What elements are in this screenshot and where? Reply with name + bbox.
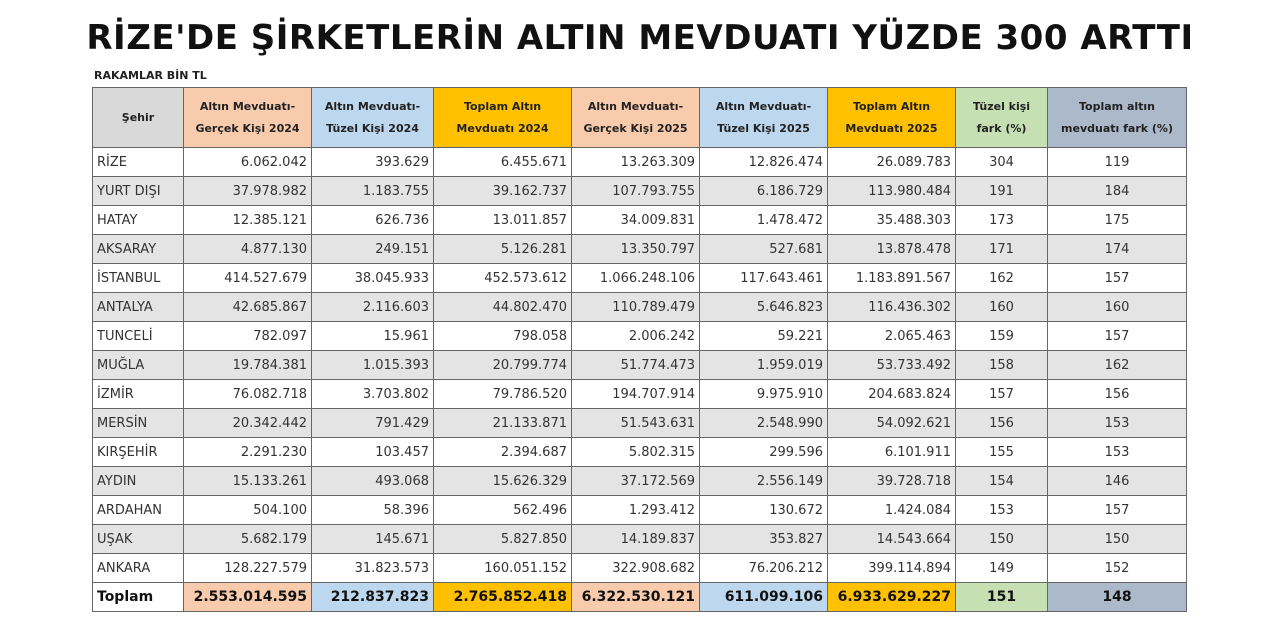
cell-real-2024: 782.097 [184, 322, 312, 351]
headline: RİZE'DE ŞİRKETLERİN ALTIN MEVDUATI YÜZDE 300 ARTTI [86, 18, 1194, 58]
cell-total-2025: 39.728.718 [828, 467, 956, 496]
cell-real-2025: 6.322.530.121 [572, 583, 700, 612]
header-line: mevduatı fark (%) [1061, 121, 1173, 135]
cell-legal-diff-pct: 304 [956, 148, 1048, 177]
cell-total-2025: 14.543.664 [828, 525, 956, 554]
cell-real-2024: 12.385.121 [184, 206, 312, 235]
city-cell: MERSİN [93, 409, 184, 438]
city-cell: TUNCELİ [93, 322, 184, 351]
cell-real-2025: 51.774.473 [572, 351, 700, 380]
cell-total-2025: 6.101.911 [828, 438, 956, 467]
header-line: Altın Mevduatı- [587, 99, 684, 113]
cell-total-2025: 116.436.302 [828, 293, 956, 322]
cell-legal-diff-pct: 150 [956, 525, 1048, 554]
cell-legal-2025: 2.548.990 [700, 409, 828, 438]
column-header-legal-diff-pct [956, 88, 1048, 148]
cell-real-2025: 2.006.242 [572, 322, 700, 351]
cell-total-2025: 113.980.484 [828, 177, 956, 206]
cell-total-diff-pct: 150 [1048, 525, 1187, 554]
table-row [93, 148, 1187, 177]
cell-real-2025: 14.189.837 [572, 525, 700, 554]
city-cell: ANKARA [93, 554, 184, 583]
cell-total-2025: 54.092.621 [828, 409, 956, 438]
table-row [93, 409, 1187, 438]
city-cell: MUĞLA [93, 351, 184, 380]
cell-total-2024: 2.394.687 [434, 438, 572, 467]
header-line: Toplam Altın [852, 99, 931, 113]
cell-total-2024: 5.827.850 [434, 525, 572, 554]
header-line: Mevduatı 2025 [845, 121, 938, 135]
cell-real-2025: 37.172.569 [572, 467, 700, 496]
header-line: Tüzel kişi [972, 99, 1031, 113]
cell-legal-2025: 611.099.106 [700, 583, 828, 612]
city-cell: AKSARAY [93, 235, 184, 264]
cell-legal-2024: 3.703.802 [312, 380, 434, 409]
cell-legal-diff-pct: 154 [956, 467, 1048, 496]
column-header-total-diff-pct [1048, 88, 1187, 148]
cell-total-2024: 452.573.612 [434, 264, 572, 293]
cell-total-diff-pct: 153 [1048, 438, 1187, 467]
table-row [93, 525, 1187, 554]
cell-legal-2025: 9.975.910 [700, 380, 828, 409]
units-note: RAKAMLAR BİN TL [94, 69, 207, 82]
cell-total-2025: 1.183.891.567 [828, 264, 956, 293]
cell-total-2025: 1.424.084 [828, 496, 956, 525]
cell-real-2025: 13.263.309 [572, 148, 700, 177]
cell-total-diff-pct: 153 [1048, 409, 1187, 438]
city-cell: İZMİR [93, 380, 184, 409]
cell-real-2024: 76.082.718 [184, 380, 312, 409]
column-header-legal-2025 [700, 88, 828, 148]
city-cell: YURT DIŞI [93, 177, 184, 206]
cell-legal-2025: 76.206.212 [700, 554, 828, 583]
cell-legal-2025: 5.646.823 [700, 293, 828, 322]
cell-total-diff-pct: 160 [1048, 293, 1187, 322]
cell-total-2025: 399.114.894 [828, 554, 956, 583]
cell-total-diff-pct: 119 [1048, 148, 1187, 177]
cell-legal-2024: 626.736 [312, 206, 434, 235]
cell-total-diff-pct: 157 [1048, 322, 1187, 351]
total-row [93, 583, 1187, 612]
cell-legal-diff-pct: 158 [956, 351, 1048, 380]
header-line: Altın Mevduatı- [199, 99, 296, 113]
cell-total-diff-pct: 156 [1048, 380, 1187, 409]
cell-total-2024: 562.496 [434, 496, 572, 525]
cell-real-2025: 5.802.315 [572, 438, 700, 467]
city-cell: UŞAK [93, 525, 184, 554]
cell-total-2025: 13.878.478 [828, 235, 956, 264]
cell-legal-diff-pct: 155 [956, 438, 1048, 467]
cell-total-2024: 44.802.470 [434, 293, 572, 322]
cell-total-diff-pct: 152 [1048, 554, 1187, 583]
cell-total-2024: 5.126.281 [434, 235, 572, 264]
header-line: Şehir [121, 110, 155, 124]
table-row [93, 351, 1187, 380]
cell-legal-2025: 527.681 [700, 235, 828, 264]
table-row [93, 206, 1187, 235]
header-row [93, 88, 1187, 148]
cell-legal-2025: 2.556.149 [700, 467, 828, 496]
column-header-real-2025 [572, 88, 700, 148]
cell-legal-diff-pct: 156 [956, 409, 1048, 438]
cell-total-2025: 26.089.783 [828, 148, 956, 177]
table-row [93, 235, 1187, 264]
cell-legal-diff-pct: 173 [956, 206, 1048, 235]
cell-real-2024: 2.553.014.595 [184, 583, 312, 612]
cell-legal-2024: 393.629 [312, 148, 434, 177]
header-line: Mevduatı 2024 [456, 121, 549, 135]
city-cell: ARDAHAN [93, 496, 184, 525]
cell-real-2025: 110.789.479 [572, 293, 700, 322]
city-cell: Toplam [93, 583, 184, 612]
cell-total-2025: 204.683.824 [828, 380, 956, 409]
city-cell: ANTALYA [93, 293, 184, 322]
table-row [93, 322, 1187, 351]
cell-real-2024: 6.062.042 [184, 148, 312, 177]
header-line: Gerçek Kişi 2024 [195, 121, 300, 135]
cell-legal-2024: 145.671 [312, 525, 434, 554]
cell-total-diff-pct: 148 [1048, 583, 1187, 612]
cell-legal-diff-pct: 159 [956, 322, 1048, 351]
cell-real-2024: 42.685.867 [184, 293, 312, 322]
city-cell: İSTANBUL [93, 264, 184, 293]
cell-real-2024: 128.227.579 [184, 554, 312, 583]
cell-real-2024: 15.133.261 [184, 467, 312, 496]
cell-real-2024: 504.100 [184, 496, 312, 525]
header-line: Toplam Altın [463, 99, 542, 113]
cell-total-2024: 20.799.774 [434, 351, 572, 380]
column-header-total-2024 [434, 88, 572, 148]
cell-legal-2025: 1.478.472 [700, 206, 828, 235]
cell-legal-2024: 58.396 [312, 496, 434, 525]
cell-total-diff-pct: 157 [1048, 496, 1187, 525]
cell-real-2024: 4.877.130 [184, 235, 312, 264]
cell-total-2024: 39.162.737 [434, 177, 572, 206]
cell-legal-2024: 15.961 [312, 322, 434, 351]
cell-real-2025: 1.066.248.106 [572, 264, 700, 293]
table-row [93, 264, 1187, 293]
cell-legal-2025: 353.827 [700, 525, 828, 554]
cell-legal-2025: 130.672 [700, 496, 828, 525]
header-line: Altın Mevduatı- [715, 99, 812, 113]
cell-legal-2024: 38.045.933 [312, 264, 434, 293]
column-header-city [93, 88, 184, 148]
cell-real-2025: 107.793.755 [572, 177, 700, 206]
cell-real-2025: 34.009.831 [572, 206, 700, 235]
cell-real-2025: 1.293.412 [572, 496, 700, 525]
cell-real-2024: 20.342.442 [184, 409, 312, 438]
cell-total-diff-pct: 162 [1048, 351, 1187, 380]
cell-legal-diff-pct: 171 [956, 235, 1048, 264]
cell-legal-2025: 6.186.729 [700, 177, 828, 206]
header-line: Altın Mevduatı- [324, 99, 421, 113]
cell-legal-diff-pct: 160 [956, 293, 1048, 322]
cell-legal-2024: 103.457 [312, 438, 434, 467]
cell-total-2024: 79.786.520 [434, 380, 572, 409]
table-row [93, 177, 1187, 206]
city-cell: RİZE [93, 148, 184, 177]
cell-real-2024: 2.291.230 [184, 438, 312, 467]
cell-total-2024: 160.051.152 [434, 554, 572, 583]
table-row [93, 293, 1187, 322]
header-line: Gerçek Kişi 2025 [583, 121, 688, 135]
cell-legal-2024: 493.068 [312, 467, 434, 496]
cell-legal-diff-pct: 151 [956, 583, 1048, 612]
cell-real-2025: 194.707.914 [572, 380, 700, 409]
cell-legal-diff-pct: 153 [956, 496, 1048, 525]
cell-total-2025: 6.933.629.227 [828, 583, 956, 612]
cell-total-2024: 6.455.671 [434, 148, 572, 177]
cell-legal-2024: 1.015.393 [312, 351, 434, 380]
table-row [93, 554, 1187, 583]
cell-legal-diff-pct: 162 [956, 264, 1048, 293]
cell-total-2024: 798.058 [434, 322, 572, 351]
cell-real-2024: 37.978.982 [184, 177, 312, 206]
column-header-total-2025 [828, 88, 956, 148]
cell-total-2024: 15.626.329 [434, 467, 572, 496]
cell-total-2024: 13.011.857 [434, 206, 572, 235]
header-line: Tüzel Kişi 2024 [326, 121, 419, 135]
cell-real-2024: 414.527.679 [184, 264, 312, 293]
cell-real-2024: 19.784.381 [184, 351, 312, 380]
cell-total-2025: 53.733.492 [828, 351, 956, 380]
table-row [93, 438, 1187, 467]
cell-legal-2024: 249.151 [312, 235, 434, 264]
gold-deposit-table [92, 87, 1187, 612]
header-line: Toplam altın [1078, 99, 1155, 113]
city-cell: HATAY [93, 206, 184, 235]
cell-legal-2025: 59.221 [700, 322, 828, 351]
cell-real-2024: 5.682.179 [184, 525, 312, 554]
cell-total-diff-pct: 157 [1048, 264, 1187, 293]
cell-real-2025: 13.350.797 [572, 235, 700, 264]
cell-real-2025: 51.543.631 [572, 409, 700, 438]
cell-legal-diff-pct: 191 [956, 177, 1048, 206]
cell-legal-2024: 2.116.603 [312, 293, 434, 322]
cell-total-2025: 35.488.303 [828, 206, 956, 235]
cell-legal-2025: 12.826.474 [700, 148, 828, 177]
header-line: fark (%) [976, 121, 1027, 135]
cell-legal-2024: 1.183.755 [312, 177, 434, 206]
header-line: Tüzel Kişi 2025 [717, 121, 810, 135]
cell-total-2024: 2.765.852.418 [434, 583, 572, 612]
cell-legal-diff-pct: 157 [956, 380, 1048, 409]
cell-total-2024: 21.133.871 [434, 409, 572, 438]
cell-total-diff-pct: 184 [1048, 177, 1187, 206]
cell-legal-2024: 791.429 [312, 409, 434, 438]
cell-legal-2024: 212.837.823 [312, 583, 434, 612]
cell-total-diff-pct: 146 [1048, 467, 1187, 496]
cell-total-diff-pct: 174 [1048, 235, 1187, 264]
cell-real-2025: 322.908.682 [572, 554, 700, 583]
cell-total-diff-pct: 175 [1048, 206, 1187, 235]
column-header-legal-2024 [312, 88, 434, 148]
cell-legal-diff-pct: 149 [956, 554, 1048, 583]
city-cell: AYDIN [93, 467, 184, 496]
table-row [93, 496, 1187, 525]
cell-legal-2024: 31.823.573 [312, 554, 434, 583]
cell-legal-2025: 1.959.019 [700, 351, 828, 380]
city-cell: KIRŞEHİR [93, 438, 184, 467]
cell-legal-2025: 117.643.461 [700, 264, 828, 293]
table-row [93, 467, 1187, 496]
column-header-real-2024 [184, 88, 312, 148]
cell-total-2025: 2.065.463 [828, 322, 956, 351]
cell-legal-2025: 299.596 [700, 438, 828, 467]
table-row [93, 380, 1187, 409]
